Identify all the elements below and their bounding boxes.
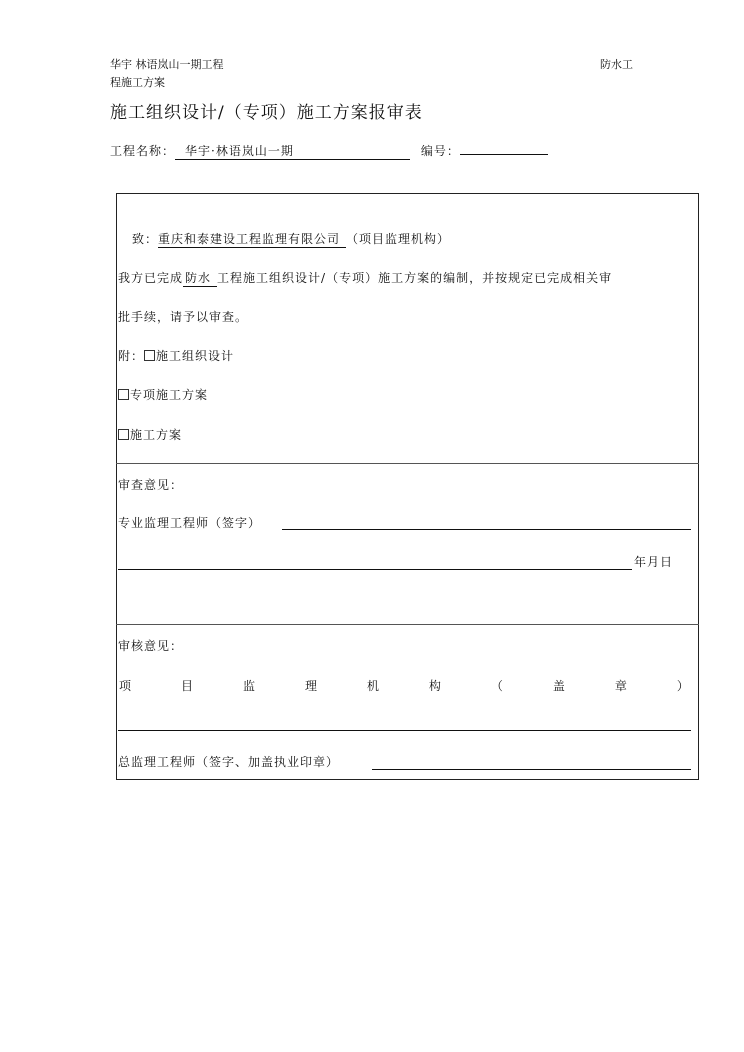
approval-line: 批手续，请予以审查。 [118,310,249,324]
attach-option-2 [118,386,208,403]
stamp-char: 章 [614,679,628,693]
chief-engineer-label: 总监理工程师（签字、加盖执业印章） [118,755,340,769]
section-divider-2 [116,624,699,625]
stamp-char: 理 [304,679,318,693]
stamp-char: ） [676,679,690,693]
header-right-label: 防水工 [600,58,633,71]
stamp-char: 机 [366,679,380,693]
to-line [132,230,450,248]
review-label: 审查意见： [118,478,184,492]
project-number-field[interactable] [460,140,548,155]
date-label: 年月日 [634,555,674,569]
header-plan-line: 程施工方案 [110,76,165,89]
completion-line [118,269,612,287]
stamp-char: 目 [180,679,194,693]
page-title: 施工组织设计/（专项）施工方案报审表 [110,103,423,123]
project-number-label: 编号： [420,144,460,158]
header-project-line: 华宇 林语岚山一期工程 [110,58,224,71]
project-row [110,140,548,160]
completion-prefix: 我方已完成 [118,271,184,285]
stamp-char: 盖 [552,679,566,693]
to-label: 致： [132,232,159,246]
stamp-char: 项 [119,679,133,693]
completion-rest: 工程施工组织设计/（专项）施工方案的编制，并按规定已完成相关审 [217,271,613,285]
engineer-label: 专业监理工程师（签字） [118,516,262,530]
to-company: 重庆和泰建设工程监理有限公司 [158,230,346,248]
attach-label: 附： [118,349,145,363]
project-name-field[interactable] [175,142,410,160]
stamp-char: 监 [242,679,256,693]
attach-option-3 [118,426,182,443]
section-divider-1 [116,463,699,464]
stamp-char: 构 [428,679,442,693]
checkbox-construction-plan[interactable] [118,429,129,440]
option-label-1: 施工组织设计 [156,349,235,363]
to-suffix: （项目监理机构） [346,232,451,246]
stamp-line [119,677,690,694]
project-name-value: 华宇·林语岚山一期 [185,144,294,158]
review-opinion-line[interactable] [118,569,632,570]
chief-signature-line[interactable] [372,769,691,770]
engineer-signature-line[interactable] [282,529,691,530]
audit-opinion-line[interactable] [118,730,691,731]
stamp-char: （ [490,679,504,693]
audit-label: 审核意见： [118,639,184,653]
project-name-label: 工程名称： [110,144,176,158]
option-label-3: 施工方案 [130,428,183,442]
checkbox-special-plan[interactable] [118,389,129,400]
option-label-2: 专项施工方案 [130,388,209,402]
checkbox-construction-design[interactable] [144,350,155,361]
attach-option-1 [118,347,234,364]
completion-item: 防水 [183,269,217,287]
